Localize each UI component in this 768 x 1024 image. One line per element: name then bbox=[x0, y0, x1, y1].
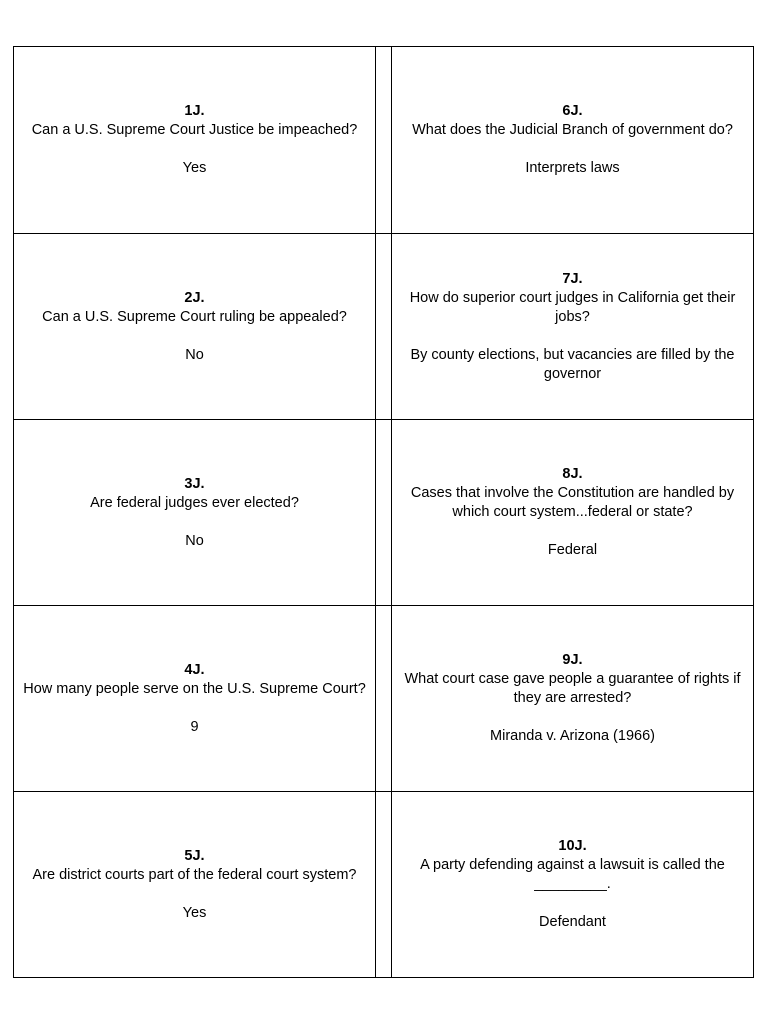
flashcard bbox=[392, 792, 754, 978]
card-number: 3J. bbox=[184, 475, 205, 492]
flashcard bbox=[392, 47, 754, 234]
flashcard-grid bbox=[13, 46, 754, 978]
card-answer: Yes bbox=[182, 160, 207, 176]
card-number: 5J. bbox=[184, 847, 205, 864]
card-answer: By county elections, but vacancies are filled by the governor bbox=[410, 346, 735, 382]
card-question: What court case gave people a guarantee of rights if they are arrested? bbox=[404, 671, 741, 706]
flashcard bbox=[14, 420, 376, 606]
flashcard bbox=[392, 606, 754, 792]
column-gutter bbox=[376, 420, 392, 606]
card-number: 8J. bbox=[562, 466, 583, 482]
card-number: 9J. bbox=[562, 652, 583, 668]
flashcard bbox=[14, 792, 376, 978]
card-answer: Federal bbox=[547, 542, 598, 558]
card-number: 7J. bbox=[562, 270, 583, 287]
card-question: Are federal judges ever elected? bbox=[90, 494, 299, 511]
card-question: How do superior court judges in California get their jobs? bbox=[409, 289, 736, 325]
card-answer: No bbox=[185, 346, 204, 363]
card-row bbox=[14, 47, 754, 234]
card-row bbox=[14, 234, 754, 420]
flashcard bbox=[14, 234, 376, 420]
column-gutter bbox=[376, 606, 392, 792]
card-row bbox=[14, 606, 754, 792]
card-question: Can a U.S. Supreme Court Justice be impeached? bbox=[31, 122, 358, 138]
card-question: What does the Judicial Branch of government do? bbox=[412, 122, 733, 138]
card-answer: 9 bbox=[190, 718, 199, 735]
column-gutter bbox=[376, 47, 392, 234]
card-number: 10J. bbox=[558, 838, 587, 854]
card-answer: Defendant bbox=[539, 914, 606, 930]
card-answer: Yes bbox=[182, 904, 207, 921]
card-number: 6J. bbox=[562, 103, 583, 119]
card-row bbox=[14, 792, 754, 978]
card-answer: No bbox=[185, 532, 204, 549]
flashcard bbox=[392, 234, 754, 420]
flashcard bbox=[14, 47, 376, 234]
card-question: Cases that involve the Constitution are handled by which court system...federal or state? bbox=[410, 485, 735, 520]
card-answer: Miranda v. Arizona (1966) bbox=[490, 728, 655, 744]
flashcard bbox=[14, 606, 376, 792]
card-number: 2J. bbox=[184, 289, 205, 306]
column-gutter bbox=[376, 792, 392, 978]
card-question: Can a U.S. Supreme Court ruling be appealed? bbox=[42, 308, 347, 325]
flashcard bbox=[392, 420, 754, 606]
card-number: 1J. bbox=[184, 103, 205, 119]
card-question: How many people serve on the U.S. Supreme Court? bbox=[23, 680, 366, 697]
card-answer: Interprets laws bbox=[525, 160, 620, 176]
card-row bbox=[14, 420, 754, 606]
card-question: Are district courts part of the federal court system? bbox=[32, 866, 357, 883]
card-question: A party defending against a lawsuit is called the _________. bbox=[420, 857, 725, 892]
column-gutter bbox=[376, 234, 392, 420]
card-number: 4J. bbox=[184, 661, 205, 678]
